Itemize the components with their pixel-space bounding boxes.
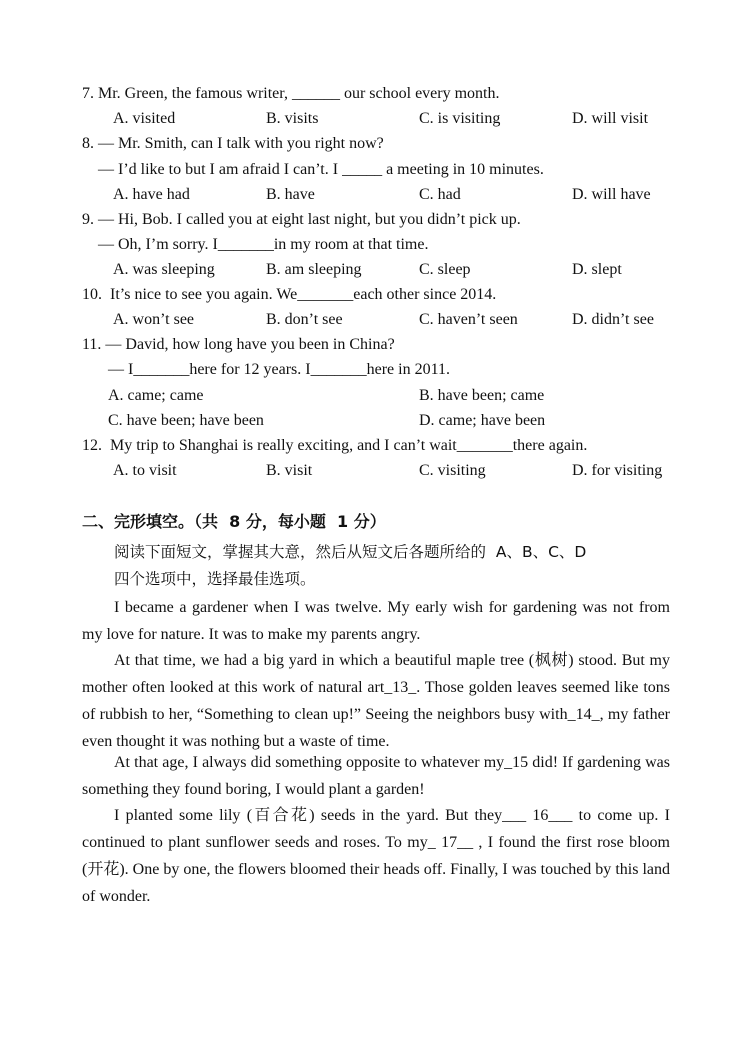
question-9-stem-line-1: 9. — Hi, Bob. I called you at eight last night, but you didn’t pick up. bbox=[82, 211, 521, 228]
question-8-stem-line-1: 8. — Mr. Smith, can I talk with you right now? bbox=[82, 135, 384, 152]
question-7-stem: 7. Mr. Green, the famous writer, ______ our school every month. bbox=[82, 85, 500, 102]
section-2-instruction-line-1: 阅读下面短文，掌握其大意，然后从短文后各题所给的 A、B、C、D bbox=[114, 543, 587, 561]
passage-paragraph-2-text: At that time, we had a big yard in which a beautiful maple tree (枫树) stood. But my mother often looked at this work of natural art_13_. Those golden leaves seemed like tons of rubbish to her, “Something to clean up!” Seeing the neighbors busy with_14_, my father even thought it was nothing but a waste of time. bbox=[82, 652, 670, 750]
question-12-stem: 12. My trip to Shanghai is really exciting, and I can’t wait_______there again. bbox=[82, 437, 588, 454]
question-11-stem-line-1: 11. — David, how long have you been in China? bbox=[82, 336, 395, 353]
question-8-option-b: B. have bbox=[266, 186, 315, 203]
section-2-heading: 二、完形填空。（共 8 分，每小题 1 分） bbox=[82, 512, 386, 531]
question-10-option-c: C. haven’t seen bbox=[419, 311, 518, 328]
question-12-option-d: D. for visiting bbox=[572, 462, 663, 479]
question-11-option-a: A. came; came bbox=[108, 387, 204, 404]
passage-paragraph-2 bbox=[82, 647, 670, 755]
question-8-option-d: D. will have bbox=[572, 186, 651, 203]
passage-paragraph-3-text: At that age, I always did something opposite to whatever my_15 did! If gardening was something they found boring, I would plant a garden! bbox=[82, 754, 670, 798]
question-11-option-d: D. came; have been bbox=[419, 412, 546, 429]
question-10-option-a: A. won’t see bbox=[113, 311, 195, 328]
passage-paragraph-3 bbox=[82, 749, 670, 803]
question-7-option-b: B. visits bbox=[266, 110, 319, 127]
question-9-option-a: A. was sleeping bbox=[113, 261, 215, 278]
question-10-option-b: B. don’t see bbox=[266, 311, 343, 328]
question-8-stem-line-2: — I’d like to but I am afraid I can’t. I _____ a meeting in 10 minutes. bbox=[98, 161, 544, 178]
question-9-option-c: C. sleep bbox=[419, 261, 471, 278]
question-8-option-c: C. had bbox=[419, 186, 461, 203]
passage-paragraph-4-text: I planted some lily (百合花) seeds in the yard. But they___ 16___ to come up. I continued to plant sunflower seeds and roses. To my_ 17__ , I found the first rose bloom (开花). One by one, the flowers bloomed their heads off. Finally, I was touched by this land of wonder. bbox=[82, 807, 670, 905]
question-7-option-d: D. will visit bbox=[572, 110, 649, 127]
question-12-option-c: C. visiting bbox=[419, 462, 486, 479]
question-11-stem-line-2: — I_______here for 12 years. I_______here in 2011. bbox=[108, 361, 450, 378]
question-12-option-a: A. to visit bbox=[113, 462, 177, 479]
question-7-option-c: C. is visiting bbox=[419, 110, 501, 127]
question-10-stem: 10. It’s nice to see you again. We_______each other since 2014. bbox=[82, 286, 497, 303]
question-12-option-b: B. visit bbox=[266, 462, 313, 479]
question-8-option-a: A. have had bbox=[113, 186, 190, 203]
question-11-option-b: B. have been; came bbox=[419, 387, 545, 404]
question-11-option-c: C. have been; have been bbox=[108, 412, 264, 429]
section-2-instruction-line-2: 四个选项中，选择最佳选项。 bbox=[114, 570, 316, 588]
question-10-option-d: D. didn’t see bbox=[572, 311, 654, 328]
passage-paragraph-1 bbox=[82, 594, 670, 648]
question-9-stem-line-2: — Oh, I’m sorry. I_______in my room at that time. bbox=[98, 236, 429, 253]
question-9-option-b: B. am sleeping bbox=[266, 261, 362, 278]
question-7-option-a: A. visited bbox=[113, 110, 176, 127]
passage-paragraph-4 bbox=[82, 802, 670, 910]
passage-paragraph-1-text: I became a gardener when I was twelve. My early wish for gardening was not from my love for nature. It was to make my parents angry. bbox=[82, 599, 670, 643]
question-9-option-d: D. slept bbox=[572, 261, 622, 278]
